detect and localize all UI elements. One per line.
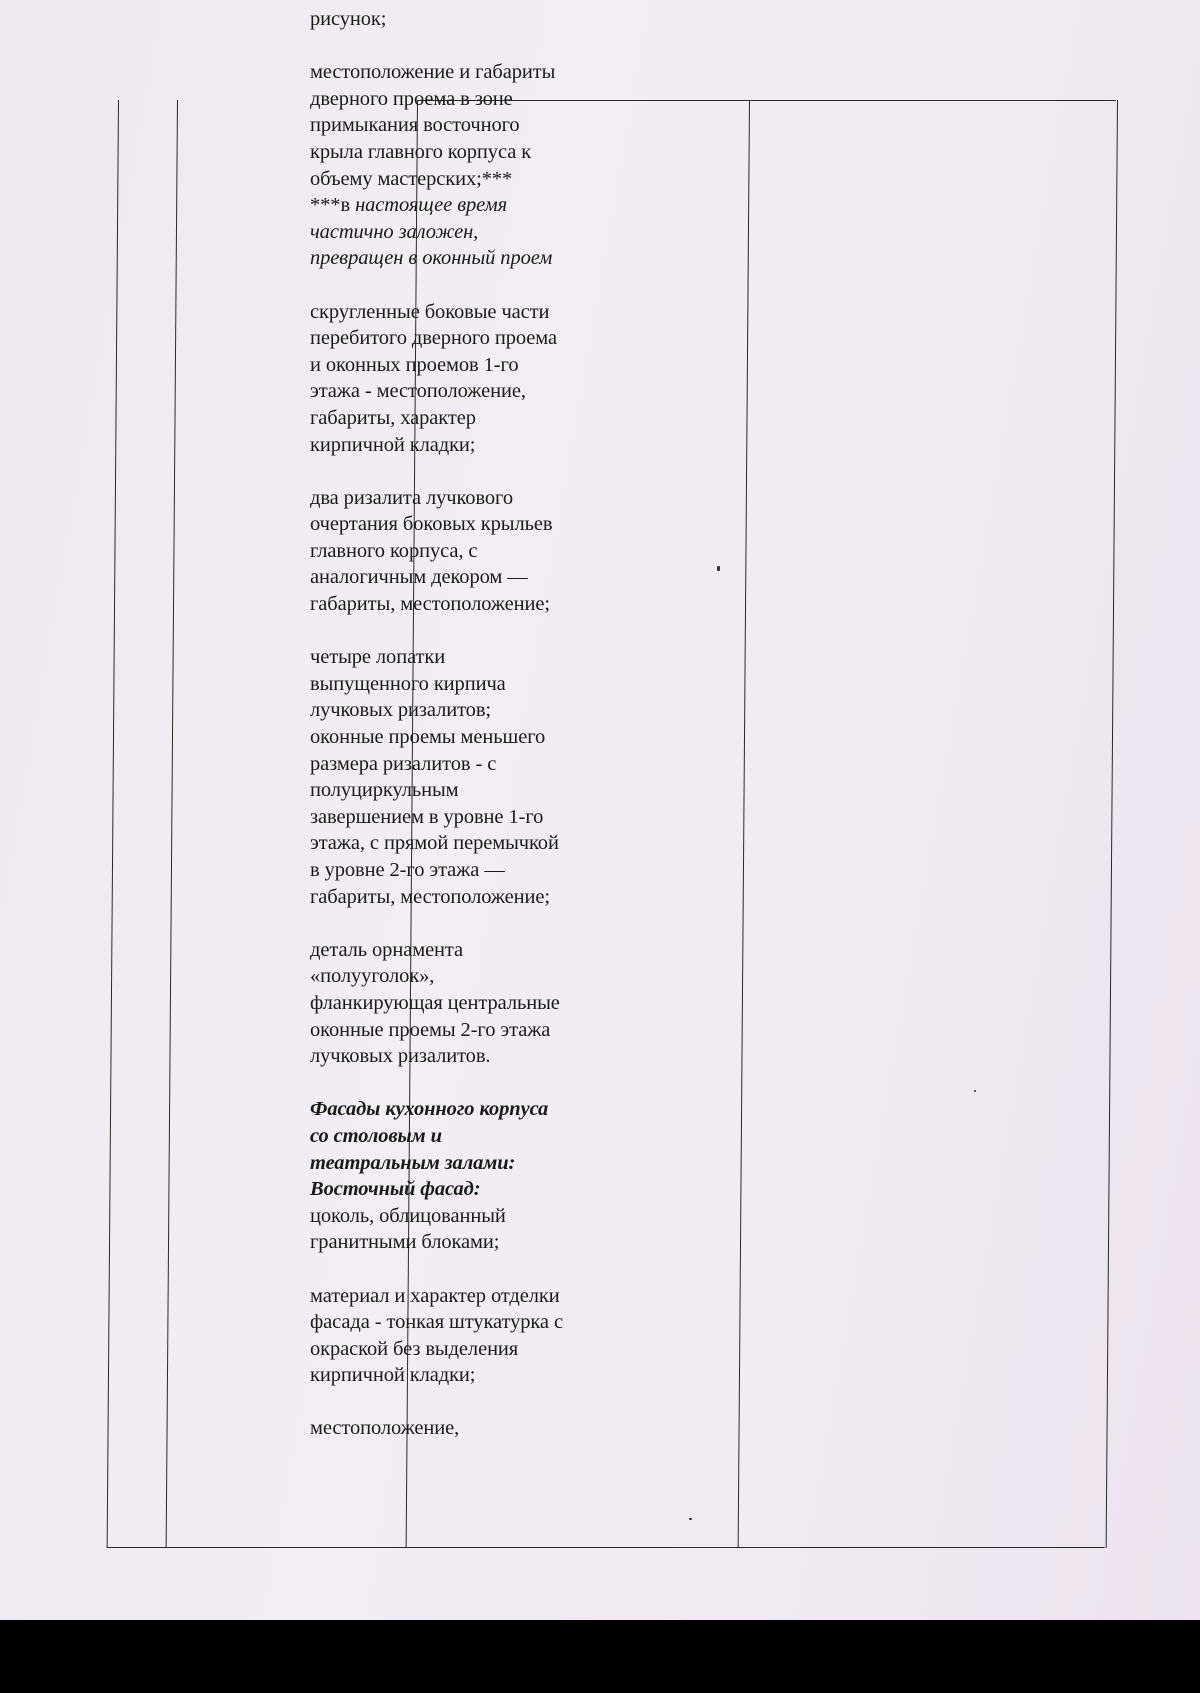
paragraph-drawing: рисунок;	[310, 8, 387, 30]
paragraph-facade-finish: материал и характер отделки фасада - тонкая штукатурка с окраской без выделения кирпичной кладки;	[310, 1284, 563, 1387]
paragraph-door-opening: местоположение и габариты дверного проема в зоне примыкания восточного крыла главного корпуса к объему мастерских;***	[310, 61, 556, 190]
paragraph-location: местоположение,	[310, 1417, 460, 1440]
note-prefix: ***в	[310, 194, 356, 217]
note-italic: настоящее время частично заложен, превращен в оконный проем	[310, 194, 553, 270]
scan-bottom-border	[0, 1620, 1200, 1693]
scan-speck	[689, 1518, 692, 1520]
paragraph-door-opening-note	[310, 192, 632, 272]
table-bottom-border	[107, 1547, 1105, 1548]
paragraph-pilasters: четыре лопатки выпущенного кирпича лучковых ризалитов; оконные проемы меньшего размера ризалитов - с полуциркульным завершением в уровне 1-го этажа, с прямой перемычкой в уровне 2-го этажа — габариты, местоположение;	[310, 646, 559, 908]
paragraph-plinth: цоколь, облицованный гранитными блоками;	[310, 1204, 506, 1254]
description-cell	[310, 6, 632, 1442]
paragraph-risalits: два ризалита лучкового очертания боковых крыльев главного корпуса, с аналогичным декором — габариты, местоположение;	[310, 486, 553, 616]
table-column-notes	[738, 100, 1118, 1548]
paragraph-ornament: деталь орнамента «полууголок», фланкирующая центральные оконные проемы 2-го этажа лучковых ризалитов.	[310, 938, 560, 1068]
section-heading-kitchen-building: Фасады кухонного корпуса со столовым и театральным залами: Восточный фасад:	[310, 1098, 549, 1201]
paragraph-rounded-sides: скругленные боковые части перебитого дверного проема и оконных проемов 1-го этажа - местоположение, габариты, характер кирпичной кладки;	[310, 300, 558, 456]
scan-speck	[974, 1090, 976, 1092]
scan-speck	[717, 566, 720, 571]
